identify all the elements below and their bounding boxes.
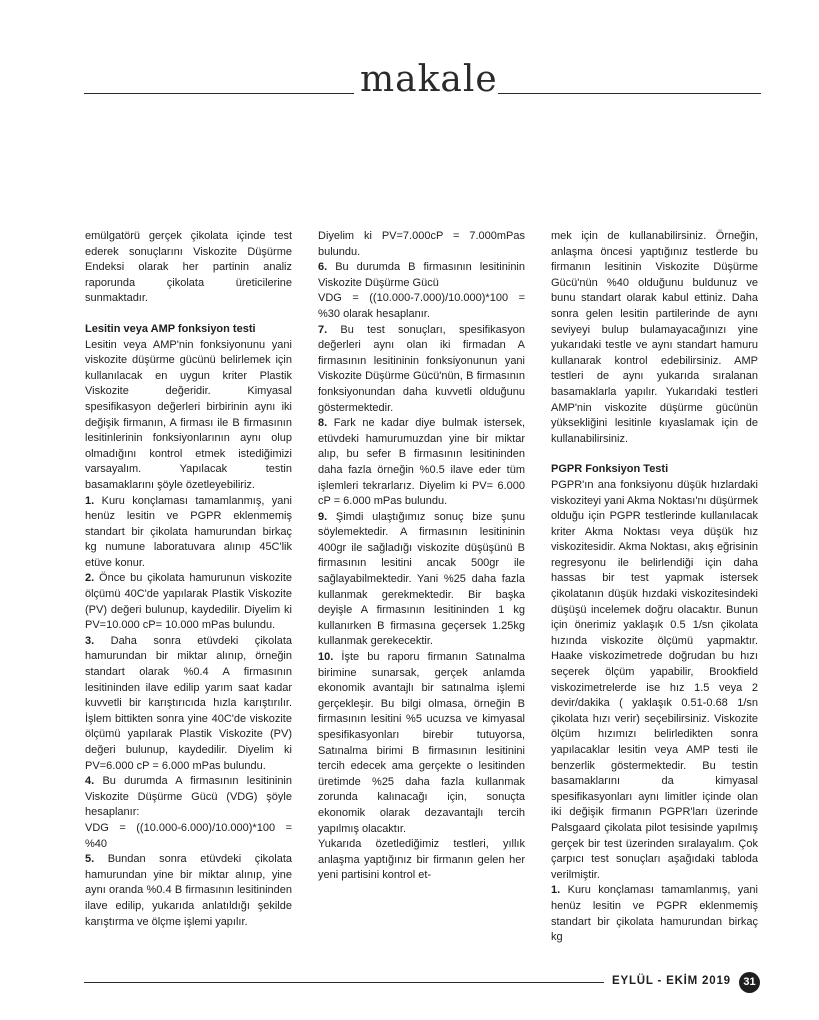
- page-number: 31: [739, 972, 760, 993]
- header-rule-left: [84, 93, 354, 94]
- step-number: 4.: [85, 775, 95, 788]
- paragraph: [551, 883, 758, 945]
- step-number: 3.: [85, 634, 95, 647]
- paragraph: [85, 634, 292, 774]
- paragraph: Yukarıda özetlediğimiz testleri, yıllık anlaşma yaptığınız bir firmanın gelen her yeni partisini kontrol et-: [318, 838, 525, 882]
- step-number: 9.: [318, 510, 328, 523]
- step-number: 2.: [85, 572, 95, 585]
- paragraph: [318, 323, 525, 417]
- paragraph: [318, 416, 525, 510]
- paragraph-gap: [551, 447, 758, 462]
- paragraph: [318, 260, 525, 291]
- paragraph-text: Bu durumda B firmasının lesitininin Viskozite Düşürme Gücü: [318, 261, 525, 289]
- header-rule-right: [498, 93, 761, 94]
- paragraph: VDG = ((10.000-7.000)/10.000)*100 = %30 olarak hesaplanır.: [318, 292, 525, 320]
- paragraph: [85, 852, 292, 930]
- step-number: 7.: [318, 323, 328, 336]
- paragraph-text: Bu test sonuçları, spesifikasyon değerleri aynı olan iki firmadan A firmasının lesitininin fonksiyonunun yani Viskozite Düşürme Gücü'nün, B firmasının fonksiyonundan daha kuvvetli olduğunu göstermektedir.: [318, 323, 525, 414]
- paragraph: [318, 650, 525, 837]
- paragraph-text: Bundan sonra etüvdeki çikolata hamurundan yine bir miktar alınıp, yine aynı oranda %0.4 B firmasının lesitininden ilave edilip, yukarıda anlatıldığı şekilde karıştırma ve ölçme işlemi yapılır.: [85, 853, 292, 928]
- paragraph: [85, 774, 292, 821]
- paragraph-text: Bu durumda A firmasının lesitininin Viskozite Düşürme Gücü (VDG) şöyle hesaplanır:: [85, 775, 292, 819]
- paragraph: Lesitin veya AMP'nin fonksiyonunu yani viskozite düşürme gücünü belirlemek için kullanılacak en uygun kriter Plastik Viskozite değeridir. Kimyasal spesifikasyon değerleri birbirinin aynı iki değişik firmanın, A firması ile B firmasının lesitinlerinin fonksiyonlarının aynı olup olmadığını kontrol etmek istediğimizi varsayalım. Yapılacak testin basamaklarını şöyle özetleyebiliriz.: [85, 338, 292, 491]
- step-number: 1.: [85, 494, 95, 507]
- article-column-3: [551, 229, 758, 946]
- step-number: 1.: [551, 884, 561, 897]
- step-number: 5.: [85, 853, 95, 866]
- paragraph: Diyelim ki PV=7.000cP = 7.000mPas bulundu.: [318, 230, 525, 258]
- paragraph-text: İşte bu raporu firmanın Satınalma birimine sunarsak, gerçek anlamda ekonomik avantajlı bir satınalma işlemi gerçekleşir. Bu bilgi olmasa, örneğin B firmasının lesitini %5 ucuzsa ve kimyasal spesifikasyonları birebir tutuyorsa, Satınalma birimi B firmasının lesitinini tercih edecek ama gerçekte o lesitinden üretimde %25 daha fazla kullanmak zorunda kalınacağı için, sonuçta ekonomik olarak dezavantajlı tercih yapılmış olacaktır.: [318, 651, 525, 835]
- step-number: 10.: [318, 651, 334, 664]
- paragraph: mek için de kullanabilirsiniz. Örneğin, anlaşma öncesi yaptığınız testlerde bu firmanın lesitinin Viskozite Düşürme Gücü'nün %40 olduğunu buldunuz ve bunu standart olarak kabul ettiniz. Daha sonra gelen lesitin partilerinde de aynı seviyeyi bulup bulamayacağınızı yine yukarıdaki testle ve aynı standart hamuru kullanarak kontrol edebilirsiniz. AMP testleri de aynı yukarıda sıralanan basamaklarla yapılır. Yukarıdaki testleri AMP'nin viskozite düşürme gücünün yüksekliğini lesitinle kıyaslamak için de kullanabilirsiniz.: [551, 230, 758, 445]
- paragraph: PGPR'ın ana fonksiyonu düşük hızlardaki viskoziteyi yani Akma Noktası'nı düşürmek olduğu için PGPR testlerinde kullanılacak kriter Akma Noktası veya düşük hız viskozitesidir. Akma Noktası, akış eğrisinin regresyonu ile belirlendiği için daha hassas bir test yapmak istersek çikolatanın düşük hızdaki viskozitesindeki düşüşü incelemek doğru olacaktır. Bunun için önerimiz yaklaşık 0.5 1/sn çikolata hızında viskozite ölçümü yapmaktır. Haake viskozimetrede doğrudan bu hızı seçerek ölçüm yapabilir, Brookfield viskozimetrelerde ise hız 1.5 veya 2 devir/dakika ( yaklaşık 0.51-0.68 1/sn çikolata hızı verir) seçebilirsiniz. Viskozite ölçüm hızımızı belirledikten sonra yapılacaklar lesitin veya AMP testi ile benzerlik göstermektedir. Bu testin basamaklarını da kimyasal spesifikasyonları aynı limitler içinde olan iki değişik firmanın PGPR'ları üzerinde Palsgaard çikolata pilot tesisinde yapılmış gerçek bir test üzerinden sıralayalım. Çok çarpıcı test sonuçları aşağıdaki tabloda verilmiştir.: [551, 478, 758, 881]
- paragraph-text: Önce bu çikolata hamurunun viskozite ölçümü 40C'de yapılarak Plastik Viskozite (PV) değeri bulunup, kaydedilir. Diyelim ki PV=10.000 cP= 10.000 mPas bulundu.: [85, 572, 292, 632]
- paragraph-text: Kuru konçlaması tamamlanmış, yani henüz lesitin ve PGPR eklenmemiş standart bir çikolata hamurundan birkaç kg: [551, 884, 758, 944]
- step-number: 6.: [318, 261, 328, 274]
- paragraph-text: Daha sonra etüvdeki çikolata hamurundan bir miktar alınıp, örneğin standart olarak %0.4 A firmasının lesitininden ilave edilip yarım saat kadar kuvvetli bir karıştırıcıda hızla karıştırılır. İşlem bittikten sonra yine 40C'de viskozite ölçümü yapılarak Plastik Viskozite (PV) değeri bulunup, kaydedilir. Diyelim ki PV=6.000 cP = 6.000 mPas bulundu.: [85, 634, 292, 772]
- footer-rule: [84, 982, 604, 983]
- subheading: Lesitin veya AMP fonksiyon testi: [85, 322, 256, 335]
- paragraph: VDG = ((10.000-6.000)/10.000)*100 = %40: [85, 821, 292, 850]
- article-column-2: [318, 229, 525, 884]
- article-column-1: [85, 229, 292, 930]
- subheading: PGPR Fonksiyon Testi: [551, 463, 669, 476]
- paragraph: emülgatörü gerçek çikolata içinde test ederek sonuçlarını Viskozite Düşürme Endeksi olarak her partinin analiz raporunda çikolata üreticilerine sunmaktadır.: [85, 230, 292, 305]
- issue-date: EYLÜL - EKİM 2019: [612, 975, 731, 987]
- section-title: makale: [360, 59, 498, 100]
- paragraph-text: Kuru konçlaması tamamlanmış, yani henüz lesitin ve PGPR eklenmemiş standart bir çikolata hamurundan birkaç kg numune laboratuvara alınıp 45C'lik etüve konur.: [85, 494, 292, 569]
- paragraph-text: Şimdi ulaştığımız sonuç bize şunu söylemektedir. A firmasının lesitininin 400gr ile sağladığı viskozite düşüşünü B firmasının lesitini ancak 500gr ile sağlayabilmektedir. Yani %25 daha fazla kullanmak gerekmektedir. Bir başka deyişle A firmasının lesitininden 1 kg kullanırken B firmasına geçersek 1.25kg kullanmak gerekecektir.: [318, 510, 525, 648]
- paragraph: [85, 494, 292, 572]
- paragraph-gap: [85, 307, 292, 322]
- paragraph: [318, 510, 525, 650]
- paragraph: [85, 571, 292, 633]
- paragraph-text: Fark ne kadar diye bulmak istersek, etüvdeki hamurumuzdan yine bir miktar alıp, bu sefer B firmasının lesitininden daha fazla örneğin %0.5 ilave eder tüm işlemleri tekrarlarız. Diyelim ki PV= 6.000 cP = 6.000 mPas bulundu.: [318, 417, 525, 508]
- step-number: 8.: [318, 417, 328, 430]
